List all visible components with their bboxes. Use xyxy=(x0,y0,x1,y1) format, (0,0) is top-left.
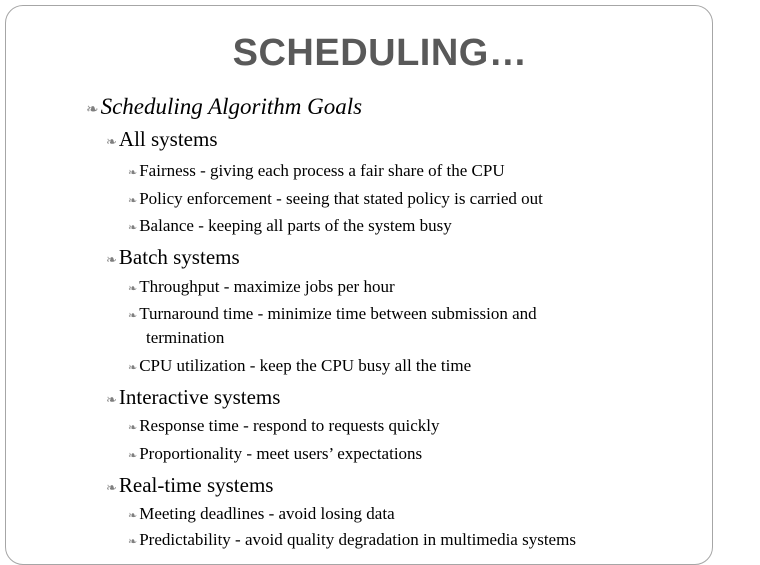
list-item-text: Meeting deadlines - avoid losing data xyxy=(139,504,395,523)
list-item-text: Predictability - avoid quality degradation in multimedia systems xyxy=(139,530,576,549)
bullet-icon: ❧ xyxy=(106,392,117,407)
section-label-text: Batch systems xyxy=(118,245,240,269)
bullet-icon: ❧ xyxy=(128,310,138,322)
bullet-icon: ❧ xyxy=(106,134,117,149)
list-item xyxy=(128,504,395,524)
section-label xyxy=(106,127,218,152)
list-item-text: Fairness - giving each process a fair share of the CPU xyxy=(139,161,505,180)
bullet-icon: ❧ xyxy=(128,167,138,179)
bullet-icon: ❧ xyxy=(128,222,138,234)
list-item-text: Turnaround time - minimize time between submission and xyxy=(139,304,537,323)
bullet-icon: ❧ xyxy=(128,422,138,434)
list-item xyxy=(128,304,537,324)
list-item xyxy=(128,161,505,181)
section-label-text: All systems xyxy=(118,127,218,151)
section-label-text: Real-time systems xyxy=(118,473,274,497)
list-item-text: Proportionality - meet users’ expectations xyxy=(139,444,423,463)
list-item-text: Policy enforcement - seeing that stated policy is carried out xyxy=(139,189,543,208)
section-label xyxy=(106,245,240,270)
list-item-continuation xyxy=(146,328,224,348)
bullet-icon: ❧ xyxy=(128,510,138,522)
list-item xyxy=(128,277,395,297)
list-item-text: Throughput - maximize jobs per hour xyxy=(139,277,395,296)
list-item xyxy=(128,189,543,209)
list-item-text: termination xyxy=(146,328,225,347)
bullet-icon: ❧ xyxy=(128,536,138,548)
list-item xyxy=(128,530,576,550)
list-item-text: Balance - keeping all parts of the system busy xyxy=(139,216,452,235)
list-item-text: CPU utilization - keep the CPU busy all the time xyxy=(139,356,472,375)
bullet-icon: ❧ xyxy=(106,480,117,495)
slide-title: SCHEDULING… xyxy=(232,32,528,74)
bullet-icon: ❧ xyxy=(86,102,99,118)
list-item xyxy=(128,444,422,464)
bullet-icon: ❧ xyxy=(128,195,138,207)
heading-text: Scheduling Algorithm Goals xyxy=(100,94,363,119)
list-item-text: Response time - respond to requests quickly xyxy=(139,416,440,435)
heading-line xyxy=(86,94,362,120)
bullet-icon: ❧ xyxy=(128,283,138,295)
list-item xyxy=(128,356,471,376)
bullet-icon: ❧ xyxy=(106,252,117,267)
bullet-icon: ❧ xyxy=(128,450,138,462)
section-label xyxy=(106,473,273,498)
section-label xyxy=(106,385,280,410)
list-item xyxy=(128,216,452,236)
bullet-icon: ❧ xyxy=(128,362,138,374)
section-label-text: Interactive systems xyxy=(118,385,281,409)
list-item xyxy=(128,416,440,436)
